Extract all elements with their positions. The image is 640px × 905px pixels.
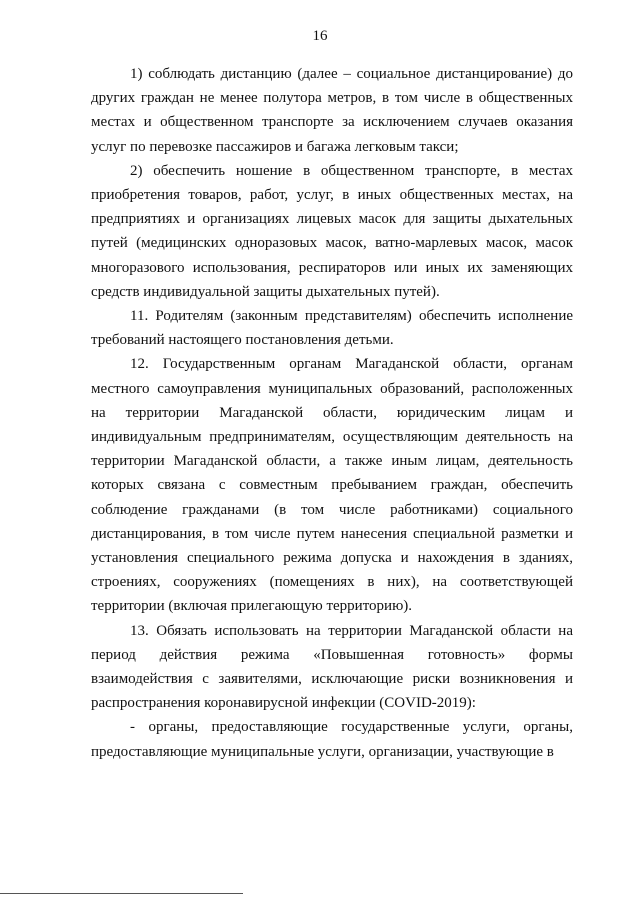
paragraph-section-11-parents: 11. Родителям (законным представителям) обеспечить исполнение требований настоящего постановления детьми. <box>91 308 573 349</box>
document-body <box>91 62 573 764</box>
paragraph-section-13-interaction-forms: 13. Обязать использовать на территории Магаданской области на период действия режима «Повышенная готовность» формы взаимодействия с заявителями, исключающие риски возникновения и распространения коронавирусной инфекции (COVID-2019): <box>91 622 573 712</box>
paragraph-item-2-face-masks: 2) обеспечить ношение в общественном транспорте, в местах приобретения товаров, работ, услуг, в иных общественных местах, на предприятиях и организациях лицевых масок для защиты дыхательных путей (медицинских одноразовых масок, ватно-марлевых масок, масок многоразового использования, респираторов или иных их заменяющих средств индивидуальной защиты дыхательных путей). <box>91 162 573 300</box>
paragraph-item-1-social-distance: 1) соблюдать дистанцию (далее – социальное дистанцирование) до других граждан не менее полутора метров, в том числе в общественных местах и общественном транспорте за исключением случаев оказания услуг по перевозке пассажиров и багажа легковым такси; <box>91 66 573 155</box>
paragraph-list-item-government-bodies: - органы, предоставляющие государственные услуги, органы, предоставляющие муниципальные услуги, организации, участвующие в <box>91 719 573 760</box>
page-number: 16 <box>312 28 328 44</box>
footer-divider <box>0 893 243 894</box>
paragraph-section-12-organizations: 12. Государственным органам Магаданской области, органам местного самоуправления муниципальных образований, расположенных на территории Магаданской области, юридическим лицам и индивидуальным предпринимателям, осуществляющим деятельность на территории Магаданской области, а также иным лицам, деятельность которых связана с совместным пребыванием граждан, обеспечить соблюдение гражданами (в том числе работниками) социального дистанцирования, в том числе путем нанесения специальной разметки и установления специального режима допуска и нахождения в зданиях, строениях, сооружениях (помещениях в них), на соответствующей территории (включая прилегающую территорию). <box>91 356 573 615</box>
